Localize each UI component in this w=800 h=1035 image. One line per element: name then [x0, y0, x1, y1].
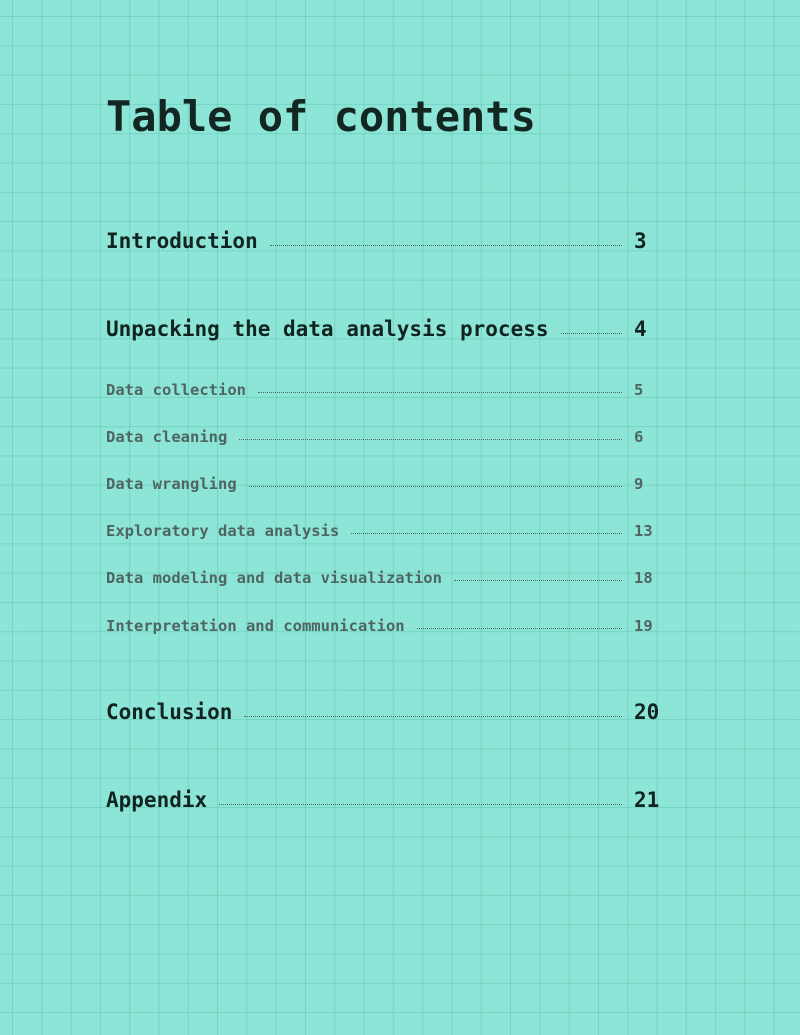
toc-entry-label: Conclusion — [106, 700, 233, 724]
toc-entry-unpacking-process[interactable] — [106, 317, 661, 341]
toc-entry-page-number: 19 — [634, 617, 653, 635]
dotted-leader — [351, 533, 622, 534]
dotted-leader — [258, 392, 622, 393]
toc-entry-label: Data collection — [106, 381, 246, 399]
dotted-leader — [454, 580, 622, 581]
dotted-leader — [239, 439, 622, 440]
toc-entry-data-wrangling[interactable] — [106, 475, 661, 493]
toc-entry-conclusion[interactable] — [106, 700, 661, 724]
dotted-leader — [417, 628, 622, 629]
dotted-leader — [270, 245, 622, 246]
toc-entry-appendix[interactable] — [106, 788, 661, 812]
toc-entry-label: Introduction — [106, 229, 258, 253]
toc-entry-interpretation[interactable] — [106, 617, 661, 635]
toc-entry-page-number: 13 — [634, 522, 653, 540]
toc-entry-label: Data cleaning — [106, 428, 228, 446]
toc-entry-introduction[interactable] — [106, 229, 661, 253]
toc-entry-page-number: 4 — [634, 317, 647, 341]
dotted-leader — [244, 716, 622, 717]
toc-entry-page-number: 6 — [634, 428, 644, 446]
dotted-leader — [561, 333, 622, 334]
dotted-leader — [249, 486, 622, 487]
toc-entry-data-collection[interactable] — [106, 381, 661, 399]
toc-entry-page-number: 18 — [634, 569, 653, 587]
toc-entry-label: Data wrangling — [106, 475, 237, 493]
toc-entry-page-number: 20 — [634, 700, 660, 724]
toc-entry-page-number: 21 — [634, 788, 660, 812]
toc-entry-page-number: 5 — [634, 381, 644, 399]
dotted-leader — [219, 804, 622, 805]
toc-entry-page-number: 9 — [634, 475, 644, 493]
toc-entry-label: Interpretation and communication — [106, 617, 405, 635]
toc-entry-modeling-visualization[interactable] — [106, 569, 661, 587]
toc-entry-page-number: 3 — [634, 229, 647, 253]
page-title: Table of contents — [106, 92, 536, 141]
toc-entry-label: Exploratory data analysis — [106, 522, 340, 540]
toc-entry-label: Unpacking the data analysis process — [106, 317, 549, 341]
toc-entry-exploratory-analysis[interactable] — [106, 522, 661, 540]
toc-entry-label: Appendix — [106, 788, 208, 812]
toc-entry-data-cleaning[interactable] — [106, 428, 661, 446]
toc-entry-label: Data modeling and data visualization — [106, 569, 442, 587]
